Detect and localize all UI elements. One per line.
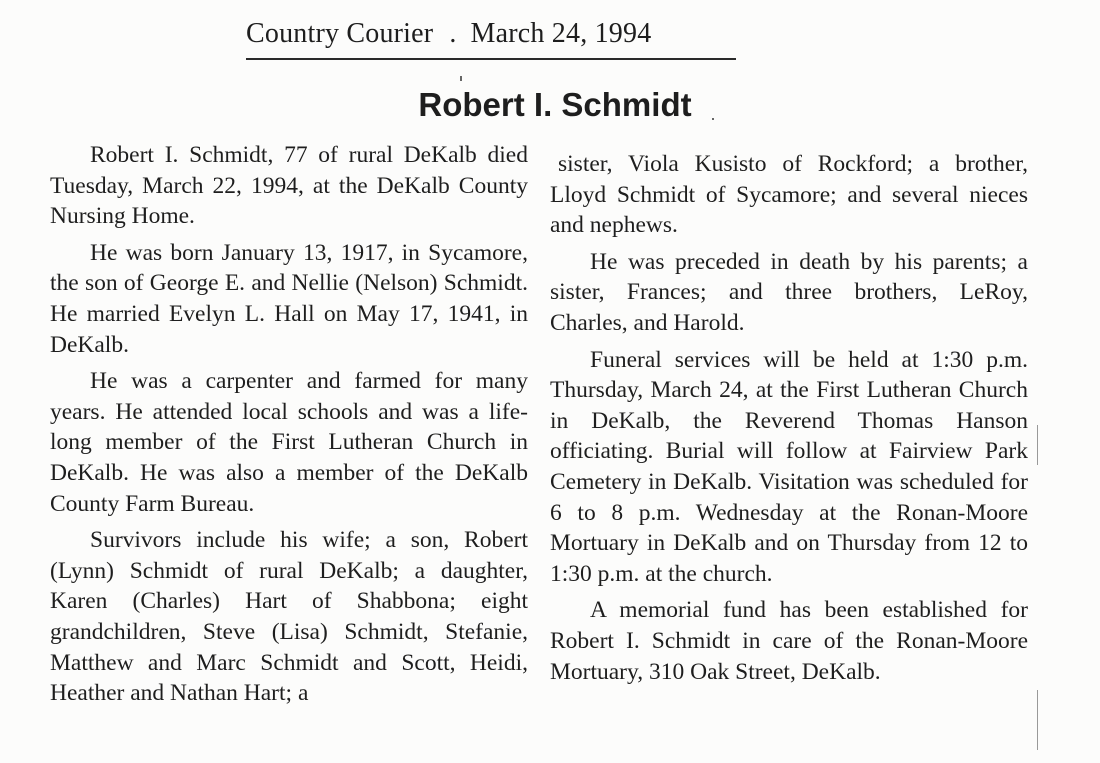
scan-speck bbox=[460, 76, 462, 81]
newspaper-name: Country Courier bbox=[246, 18, 434, 49]
scan-edge-mark bbox=[1037, 425, 1038, 465]
left-column bbox=[50, 140, 528, 709]
paragraph-memorial-fund: A memorial fund has been established for Robert I. Schmidt in care of the Ronan-Moore Mortuary, 310 Oak Street, DeKalb. bbox=[550, 597, 1028, 685]
publication-date: March 24, 1994 bbox=[470, 18, 652, 49]
obituary-headline: Robert I. Schmidt bbox=[418, 86, 692, 123]
right-column bbox=[550, 149, 1028, 687]
scan-edge-mark bbox=[1037, 690, 1038, 750]
paragraph-preceded-in-death: He was preceded in death by his parents; a sister, Frances; and three brothers, LeRoy, Charles, and Harold. bbox=[550, 248, 1028, 336]
masthead bbox=[246, 14, 736, 60]
paragraph-birth-marriage: He was born January 13, 1917, in Sycamore, the son of George E. and Nellie (Nelson) Schmidt. He married Evelyn L. Hall on May 17, 1941, in DeKalb. bbox=[50, 239, 528, 358]
scan-speck bbox=[712, 118, 714, 120]
paragraph-survivors-continued: sister, Viola Kusisto of Rockford; a brother, Lloyd Schmidt of Sycamore; and several nieces and nephews. bbox=[550, 151, 1028, 239]
masthead-separator: . bbox=[449, 18, 457, 49]
paragraph-funeral-services: Funeral services will be held at 1:30 p.m. Thursday, March 24, at the First Lutheran Church in DeKalb, the Reverend Thomas Hanson officiating. Burial will follow at Fairview Park Cemetery in DeKalb. Visitation was scheduled for 6 to 8 p.m. Wednesday at the Ronan-Moore Mortuary in DeKalb and on Thursday from 12 to 1:30 p.m. at the church. bbox=[550, 346, 1028, 587]
paragraph-occupation: He was a carpenter and farmed for many years. He attended local schools and was a life-long member of the First Lutheran Church in DeKalb. He was also a member of the DeKalb County Farm Bureau. bbox=[50, 368, 528, 517]
paragraph-death-notice: Robert I. Schmidt, 77 of rural DeKalb died Tuesday, March 22, 1994, at the DeKalb County Nursing Home. bbox=[50, 142, 528, 230]
paragraph-survivors: Survivors include his wife; a son, Robert (Lynn) Schmidt of rural DeKalb; a daughter, Karen (Charles) Hart of Shabbona; eight grandchildren, Steve (Lisa) Schmidt, Stefanie, Matthew and Marc Schmidt and Scott, Heidi, Heather and Nathan Hart; a bbox=[50, 527, 528, 707]
